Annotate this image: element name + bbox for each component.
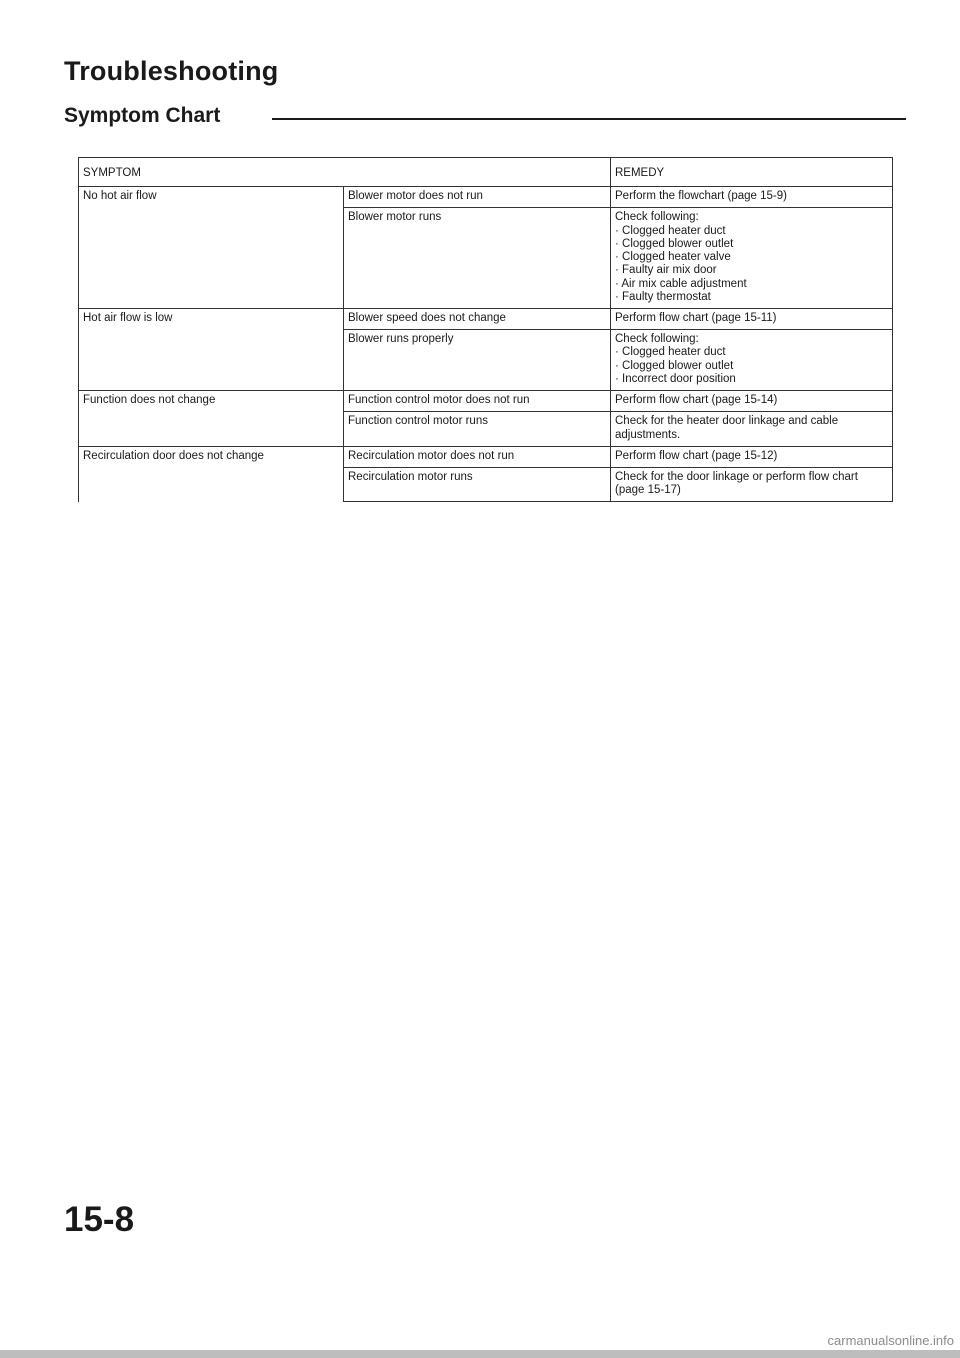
cause-cell: Blower motor runs (344, 208, 611, 309)
symptom-chart-table (78, 157, 893, 502)
symptom-header: SYMPTOM (79, 158, 611, 187)
symptom-cell: Hot air flow is low (79, 308, 344, 390)
cause-cell: Function control motor runs (344, 412, 611, 446)
remedy-text: Check following: (615, 211, 699, 224)
remedy-text: Perform flow chart (page 15-14) (615, 394, 778, 407)
remedy-cell (611, 187, 893, 208)
remedy-text: Check for the door linkage or perform flow chart (page 15-17) (615, 470, 858, 497)
remedy-text: Check following: (615, 333, 699, 346)
check-list (615, 225, 888, 304)
table-header-row (79, 158, 893, 187)
section-subtitle: Symptom Chart (64, 104, 221, 127)
table-row (79, 308, 893, 329)
remedy-cell (611, 330, 893, 391)
cause-cell: Blower runs properly (344, 330, 611, 391)
cause-cell: Blower speed does not change (344, 308, 611, 329)
page-number: 15-8 (64, 1200, 135, 1239)
symptom-cell: No hot air flow (79, 187, 344, 309)
remedy-cell (611, 308, 893, 329)
list-item: · Incorrect door position (615, 373, 888, 386)
remedy-text: Perform flow chart (page 15-11) (615, 311, 777, 324)
symptom-cell: Function does not change (79, 391, 344, 447)
remedy-text: Perform flow chart (page 15-12) (615, 449, 778, 462)
remedy-cell (611, 391, 893, 412)
page-title: Troubleshooting (64, 56, 279, 86)
cause-cell: Function control motor does not run (344, 391, 611, 412)
list-item: · Clogged heater duct (615, 346, 888, 359)
cause-cell: Recirculation motor does not run (344, 446, 611, 467)
remedy-cell (611, 412, 893, 446)
cause-cell: Recirculation motor runs (344, 467, 611, 501)
check-list (615, 346, 888, 386)
list-item: · Clogged heater valve (615, 251, 888, 264)
watermark-text: carmanualsonline.info (827, 1333, 954, 1348)
cause-cell: Blower motor does not run (344, 187, 611, 208)
remedy-header: REMEDY (611, 158, 893, 187)
list-item: · Faulty thermostat (615, 291, 888, 304)
table-row (79, 446, 893, 467)
remedy-cell (611, 208, 893, 309)
table-row (79, 187, 893, 208)
remedy-cell (611, 446, 893, 467)
remedy-text: Check for the heater door linkage and cable adjustments. (615, 415, 839, 441)
table-row (79, 391, 893, 412)
list-item: · Clogged heater duct (615, 225, 888, 238)
footer-bar (0, 1350, 960, 1358)
remedy-text: Perform the flowchart (page 15-9) (615, 190, 787, 203)
list-item: · Clogged blower outlet (615, 360, 888, 373)
title-rule (272, 118, 906, 120)
list-item: · Air mix cable adjustment (615, 278, 888, 291)
list-item: · Clogged blower outlet (615, 238, 888, 251)
list-item: · Faulty air mix door (615, 264, 888, 277)
symptom-cell: Recirculation door does not change (79, 446, 344, 502)
remedy-cell (611, 467, 893, 501)
